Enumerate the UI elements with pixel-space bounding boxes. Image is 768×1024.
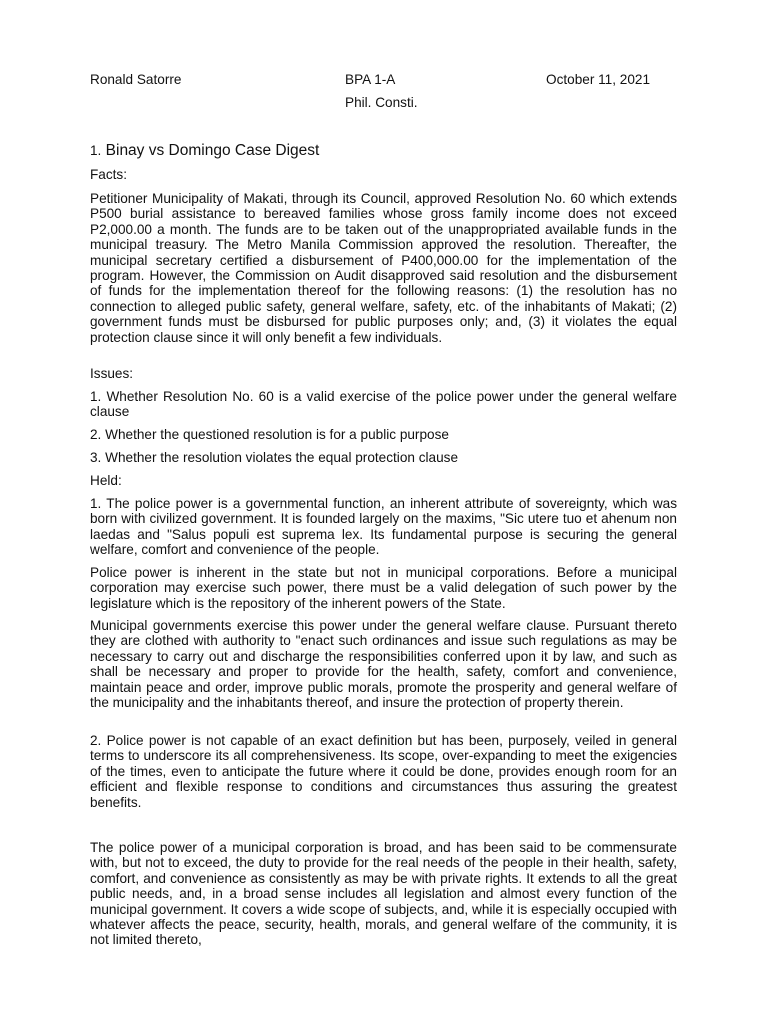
case-title — [90, 142, 319, 160]
issue-item: 2. Whether the questioned resolution is for a public purpose — [90, 427, 449, 442]
facts-label: Facts: — [90, 167, 128, 182]
held-paragraph: Municipal governments exercise this power under the general welfare clause. Pursuant thereto they are clothed with authority to "enact such ordinances and issue such regulations as may be necessary to carry out and discharge the responsibilities conferred upon it by law, and such as shall be necessary and proper to provide for the health, safety, comfort and convenience, maintain peace and order, improve public morals, promote the prosperity and general welfare of the municipality and the inhabitants thereof, and insure the protection of property therein. — [90, 618, 677, 711]
issues-label: Issues: — [90, 366, 134, 381]
held-paragraph: The police power of a municipal corporation is broad, and has been said to be commensurate with, but not to exceed, the duty to provide for the real needs of the people in their health, safety, comfort, and convenience as consistently as may be with private rights. It extends to all the great public needs, and, in a broad sense includes all legislation and almost every function of the municipal government. It covers a wide scope of subjects, and, while it is especially occupied with whatever affects the peace, security, health, morals, and general welfare of the community, it is not limited thereto, — [90, 840, 677, 948]
case-title-text: Binay vs Domingo Case Digest — [105, 142, 320, 159]
case-number: 1. — [90, 143, 102, 158]
issue-item: 3. Whether the resolution violates the equal protection clause — [90, 450, 459, 465]
facts-paragraph: Petitioner Municipality of Makati, through its Council, approved Resolution No. 60 which extends P500 burial assistance to bereaved families whose gross family income does not exceed P2,000.00 a month. The funds are to be taken out of the unappropriated available funds in the municipal treasury. The Metro Manila Commission approved the resolution. Thereafter, the municipal secretary certified a disbursement of P400,000.00 for the implementation of the program. However, the Commission on Audit disapproved said resolution and the disbursement of funds for the implementation thereof for the following reasons: (1) the resolution has no connection to alleged public safety, general welfare, safety, etc. of the inhabitants of Makati; (2) government funds must be disbursed for public purposes only; and, (3) it violates the equal protection clause since it will only benefit a few individuals. — [90, 191, 677, 345]
author-name: Ronald Satorre — [90, 72, 182, 87]
held-paragraph: 2. Police power is not capable of an exact definition but has been, purposely, veiled in general terms to underscore its all comprehensiveness. Its scope, over-expanding to meet the exigencies of the times, even to anticipate the future where it could be done, provides enough room for an efficient and flexible response to conditions and circumstances thus assuring the greatest benefits. — [90, 733, 677, 810]
course-section: BPA 1-A — [345, 72, 396, 87]
held-label: Held: — [90, 473, 122, 488]
held-paragraph: 1. The police power is a governmental function, an inherent attribute of sovereignty, which was born with civilized government. It is founded largely on the maxims, "Sic utere tuo et ahenum non laedas and "Salus populi est suprema lex. Its fundamental purpose is securing the general welfare, comfort and convenience of the people. — [90, 496, 677, 558]
issue-item: 1. Whether Resolution No. 60 is a valid exercise of the police power under the general welfare clause — [90, 389, 677, 420]
document-date: October 11, 2021 — [546, 72, 651, 87]
held-paragraph: Police power is inherent in the state but not in municipal corporations. Before a municipal corporation may exercise such power, there must be a valid delegation of such power by the legislature which is the repository of the inherent powers of the State. — [90, 565, 677, 611]
subject-name: Phil. Consti. — [345, 95, 418, 110]
